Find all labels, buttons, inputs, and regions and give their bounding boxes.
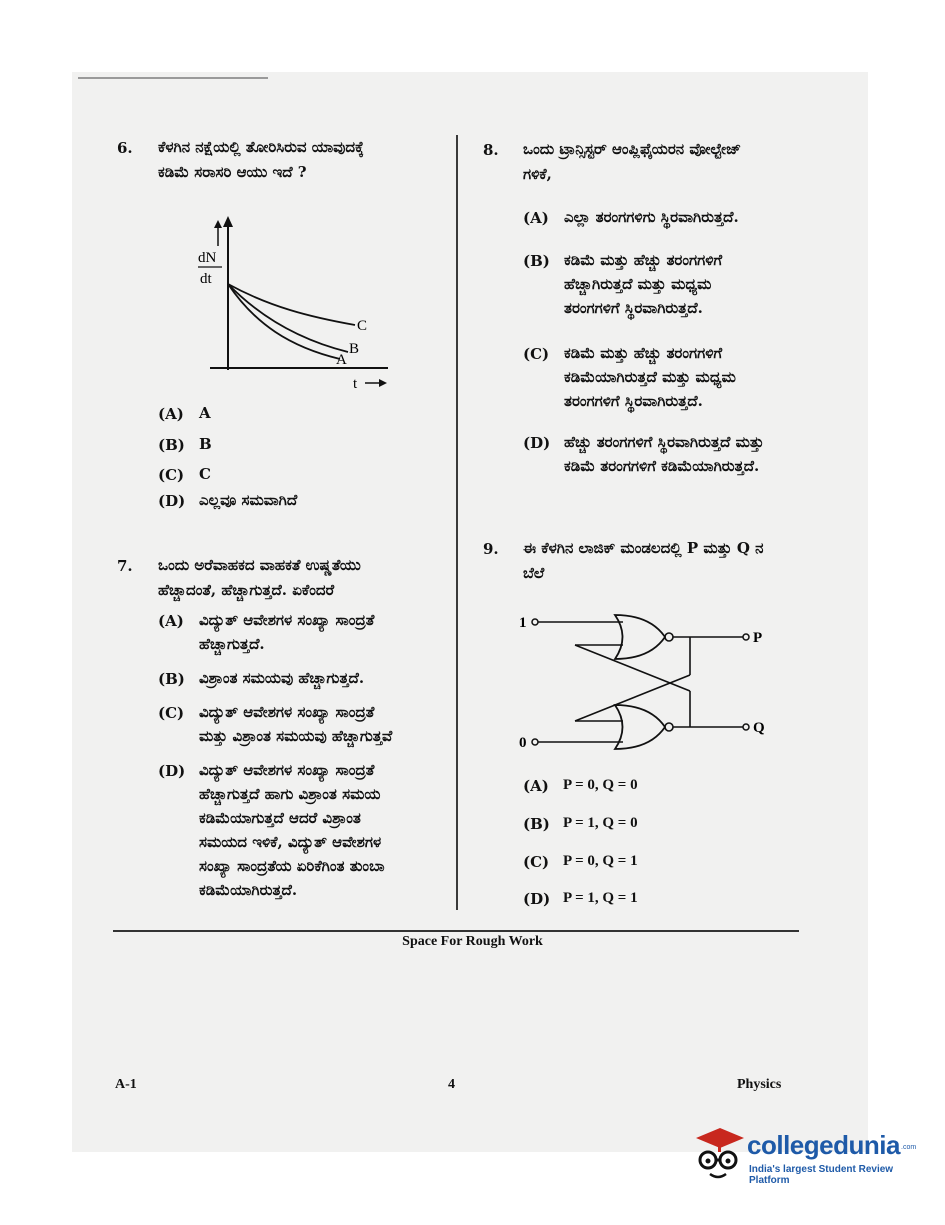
question-8-number: 8. [483, 141, 499, 159]
q7-option-d-line6[interactable]: ಕಡಿಮೆಯಾಗಿರುತ್ತದೆ. [199, 881, 298, 899]
y-arrow-icon [214, 220, 222, 228]
q7-option-d-line3[interactable]: ಕಡಿಮೆಯಾಗುತ್ತದೆ ಆದರೆ ವಿಶ್ರಾಂತ [199, 809, 361, 827]
curve-b-label: B [349, 341, 360, 357]
collegedunia-logo[interactable] [690, 1124, 920, 1184]
q9-option-b-text[interactable]: P = 1, Q = 0 [563, 815, 638, 831]
output-p-label: P [753, 630, 763, 646]
question-7-number: 7. [117, 557, 133, 575]
q8-option-d-line2[interactable]: ಕಡಿಮೆ ತರಂಗಗಳಿಗೆ ಕಡಿಮೆಯಾಗಿರುತ್ತದೆ. [564, 457, 760, 475]
column-divider [456, 135, 458, 910]
q7-option-d-line5[interactable]: ಸಂಖ್ಯಾ ಸಾಂದ್ರತೆಯ ಏರಿಕೆಗಿಂತ ತುಂಬಾ [199, 857, 385, 875]
q9-option-c-text[interactable]: P = 0, Q = 1 [563, 853, 638, 869]
q8-option-b-line3[interactable]: ತರಂಗಗಳಿಗೆ ಸ್ಥಿರವಾಗಿರುತ್ತದೆ. [564, 299, 703, 317]
q7-option-b-label[interactable]: (B) [158, 670, 185, 688]
q7-option-d-label[interactable]: (D) [158, 762, 186, 780]
curve-c-label: C [357, 318, 368, 334]
q7-option-a-line2[interactable]: ಹೆಚ್ಚಾಗುತ್ತದೆ. [199, 635, 265, 653]
y-axis-arrow-icon [223, 216, 233, 227]
q7-option-c-label[interactable]: (C) [158, 704, 185, 722]
q8-option-d-label[interactable]: (D) [523, 434, 551, 452]
q8-option-c-line3[interactable]: ತರಂಗಗಳಿಗೆ ಸ್ಥಿರವಾಗಿರುತ್ತದೆ. [564, 392, 703, 410]
curve-a-label: A [336, 352, 347, 368]
curve-a [228, 284, 340, 359]
y-label-denominator: dt [200, 271, 212, 287]
decay-rate-graph [190, 212, 400, 392]
question-9-text-line1: ಈ ಕೆಳಗಿನ ಲಾಜಿಕ್ ಮಂಡಲದಲ್ಲಿ P ಮತ್ತು Q ನ [523, 539, 764, 557]
graduate-mascot-icon [690, 1124, 746, 1184]
question-9-number: 9. [483, 540, 499, 558]
q7-option-b-line1[interactable]: ವಿಶ್ರಾಂತ ಸಮಯವು ಹೆಚ್ಚಾಗುತ್ತದೆ. [199, 669, 365, 687]
q7-option-d-line1[interactable]: ವಿದ್ಯುತ್ ಆವೇಶಗಳ ಸಂಖ್ಯಾ ಸಾಂದ್ರತೆ [199, 761, 375, 779]
q8-option-c-label[interactable]: (C) [523, 345, 550, 363]
nor-bubble-bottom [665, 723, 673, 731]
q8-option-c-line2[interactable]: ಕಡಿಮೆಯಾಗಿರುತ್ತದೆ ಮತ್ತು ಮಧ್ಯಮ [564, 368, 736, 386]
question-8-text-line1: ಒಂದು ಟ್ರಾನ್ಸಿಸ್ಟರ್ ಆಂಪ್ಲಿಫೈಯರನ ವೋಲ್ಟೇಜ್ [523, 140, 742, 158]
output-q-label: Q [753, 720, 765, 736]
brand-dotcom: .com [901, 1144, 917, 1151]
q8-option-a-line1[interactable]: ಎಲ್ಲಾ ತರಂಗಗಳಿಗು ಸ್ಥಿರವಾಗಿರುತ್ತದೆ. [564, 208, 739, 226]
input-1-label: 1 [519, 615, 527, 631]
brand-name: collegedunia [747, 1130, 900, 1160]
question-9-text-line2: ಬೆಲೆ [523, 564, 545, 582]
q7-option-a-line1[interactable]: ವಿದ್ಯುತ್ ಆವೇಶಗಳ ಸಂಖ್ಯಾ ಸಾಂದ್ರತೆ [199, 611, 375, 629]
q9-option-b-label[interactable]: (B) [523, 815, 550, 833]
input-1-terminal [532, 619, 538, 625]
q8-option-b-line2[interactable]: ಹೆಚ್ಚಾಗಿರುತ್ತದೆ ಮತ್ತು ಮಧ್ಯಮ [564, 275, 712, 293]
q6-option-d-text[interactable]: ಎಲ್ಲವೂ ಸಮವಾಗಿದೆ [199, 491, 298, 509]
rough-work-rule [113, 930, 799, 932]
curve-c [228, 284, 355, 325]
q7-option-d-line2[interactable]: ಹೆಚ್ಚಾಗುತ್ತದೆ ಹಾಗು ವಿಶ್ರಾಂತ ಸಮಯ [199, 785, 381, 803]
footer-subject: Physics [737, 1077, 782, 1092]
q7-option-c-line1[interactable]: ವಿದ್ಯುತ್ ಆವೇಶಗಳ ಸಂಖ್ಯಾ ಸಾಂದ್ರತೆ [199, 703, 375, 721]
curve-b [228, 284, 348, 352]
logic-circuit [515, 605, 785, 755]
footer-page-number: 4 [448, 1077, 455, 1092]
question-6-text-line2: ಕಡಿಮೆ ಸರಾಸರಿ ಆಯು ಇದೆ ? [158, 163, 307, 181]
footer-paper-code: A-1 [115, 1077, 137, 1092]
q9-option-c-label[interactable]: (C) [523, 853, 550, 871]
q9-option-a-label[interactable]: (A) [523, 777, 549, 795]
y-label-numerator: dN [198, 250, 217, 266]
question-6-number: 6. [117, 139, 133, 157]
x-arrow-icon [379, 379, 387, 387]
question-7-text-line2: ಹೆಚ್ಚಾದಂತೆ, ಹೆಚ್ಚಾಗುತ್ತದೆ. ಏಕೆಂದರೆ [158, 581, 335, 599]
question-6-text-line1: ಕೆಳಗಿನ ನಕ್ಷೆಯಲ್ಲಿ ತೋರಿಸಿರುವ ಯಾವುದಕ್ಕೆ [158, 138, 364, 156]
nor-bubble-top [665, 633, 673, 641]
q8-option-a-label[interactable]: (A) [523, 209, 549, 227]
q6-option-c-label[interactable]: (C) [158, 466, 185, 484]
q9-option-d-text[interactable]: P = 1, Q = 1 [563, 890, 638, 906]
q8-option-d-line1[interactable]: ಹೆಚ್ಚು ತರಂಗಗಳಿಗೆ ಸ್ಥಿರವಾಗಿರುತ್ತದೆ ಮತ್ತು [564, 433, 764, 451]
q7-option-a-label[interactable]: (A) [158, 612, 184, 630]
rough-work-heading: Space For Rough Work [402, 934, 543, 949]
question-8-text-line2: ಗಳಿಕೆ, [523, 165, 552, 183]
question-7-text-line1: ಒಂದು ಅರೆವಾಹಕದ ವಾಹಕತೆ ಉಷ್ಣತೆಯು [158, 556, 361, 574]
x-label: t [353, 376, 358, 392]
top-rule [78, 77, 268, 79]
output-p-terminal [743, 634, 749, 640]
q6-option-a-label[interactable]: (A) [158, 405, 184, 423]
q6-option-b-label[interactable]: (B) [158, 436, 185, 454]
q9-option-d-label[interactable]: (D) [523, 890, 551, 908]
q7-option-c-line2[interactable]: ಮತ್ತು ವಿಶ್ರಾಂತ ಸಮಯವು ಹೆಚ್ಚಾಗುತ್ತವೆ [199, 727, 393, 745]
q9-option-a-text[interactable]: P = 0, Q = 0 [563, 777, 638, 793]
q6-option-a-text[interactable]: A [199, 404, 211, 422]
q7-option-d-line4[interactable]: ಸಮಯದ ಇಳಿಕೆ, ವಿದ್ಯುತ್ ಆವೇಶಗಳ [199, 833, 382, 851]
input-0-label: 0 [519, 735, 527, 751]
q6-option-d-label[interactable]: (D) [158, 492, 186, 510]
q8-option-b-label[interactable]: (B) [523, 252, 550, 270]
q6-option-b-text[interactable]: B [199, 435, 212, 453]
q8-option-b-line1[interactable]: ಕಡಿಮೆ ಮತ್ತು ಹೆಚ್ಚು ತರಂಗಗಳಿಗೆ [564, 251, 723, 269]
q6-option-c-text[interactable]: C [199, 465, 211, 483]
output-q-terminal [743, 724, 749, 730]
q8-option-c-line1[interactable]: ಕಡಿಮೆ ಮತ್ತು ಹೆಚ್ಚು ತರಂಗಗಳಿಗೆ [564, 344, 723, 362]
input-0-terminal [532, 739, 538, 745]
brand-tagline: India's largest Student Review Platform [749, 1164, 894, 1186]
